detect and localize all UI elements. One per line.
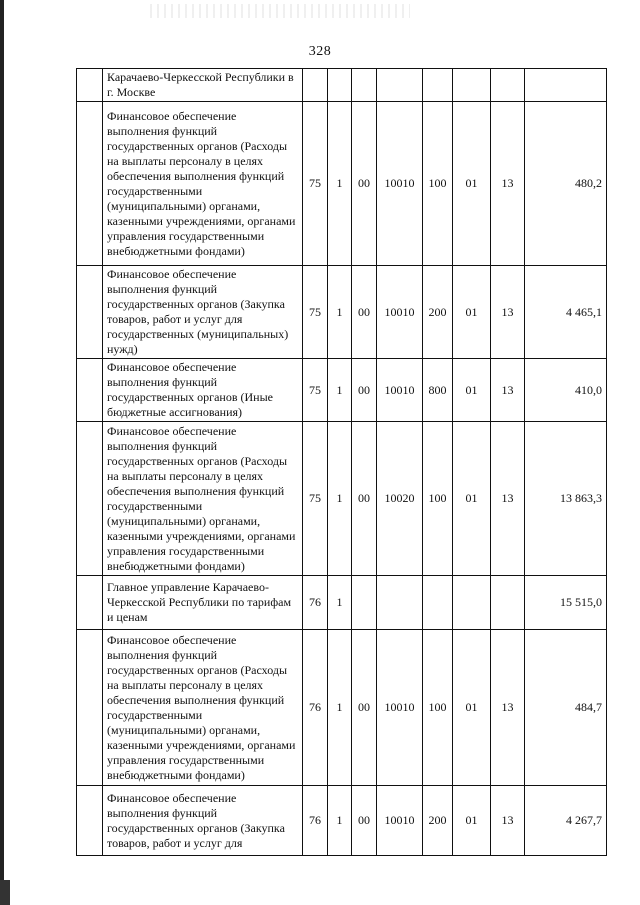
table-row <box>77 576 607 630</box>
row-subsection-code <box>352 69 377 102</box>
row-subtarget-code: 100 <box>423 630 453 786</box>
scan-edge-bottom <box>0 880 10 905</box>
row-kind-code <box>453 576 491 630</box>
row-lead-cell <box>77 102 103 266</box>
row-subsection-code: 00 <box>352 422 377 576</box>
row-target-code: 10020 <box>377 422 423 576</box>
scan-noise <box>150 4 410 18</box>
table-row <box>77 102 607 266</box>
row-subtarget-code: 100 <box>423 422 453 576</box>
row-section-code: 1 <box>328 266 352 359</box>
row-kind-code <box>453 69 491 102</box>
row-lead-cell <box>77 69 103 102</box>
row-lead-cell <box>77 786 103 856</box>
table-row <box>77 266 607 359</box>
row-name: Финансовое обеспечение выполнения функций государственных органов (Расходы на выплаты персоналу в целях обеспечения выполнения функций государственными (муниципальными) органами, казенными учреждениями, органами управления государственными внебюджетными фондами) <box>103 102 303 266</box>
row-section-code: 1 <box>328 630 352 786</box>
row-subsection-code: 00 <box>352 266 377 359</box>
row-subtarget-code: 800 <box>423 359 453 422</box>
row-item-code <box>491 576 525 630</box>
row-section-code: 1 <box>328 422 352 576</box>
row-target-code <box>377 69 423 102</box>
row-section-code: 1 <box>328 102 352 266</box>
row-name: Главное управление Карачаево-Черкесской Республики по тарифам и ценам <box>103 576 303 630</box>
row-amount: 410,0 <box>525 359 607 422</box>
row-lead-cell <box>77 266 103 359</box>
row-name: Финансовое обеспечение выполнения функций государственных органов (Расходы на выплаты персоналу в целях обеспечения выполнения функций государственными (муниципальными) органами, казенными учреждениями, органами управления государственными внебюджетными фондами) <box>103 422 303 576</box>
row-subtarget-code: 200 <box>423 786 453 856</box>
row-target-code: 10010 <box>377 630 423 786</box>
row-amount: 15 515,0 <box>525 576 607 630</box>
row-item-code: 13 <box>491 102 525 266</box>
row-amount: 484,7 <box>525 630 607 786</box>
row-target-code <box>377 576 423 630</box>
row-item-code <box>491 69 525 102</box>
row-kind-code: 01 <box>453 359 491 422</box>
row-section-code: 1 <box>328 576 352 630</box>
row-name: Финансовое обеспечение выполнения функций государственных органов (Закупка товаров, работ и услуг для государственных (муниципальных) нужд) <box>103 266 303 359</box>
table-row <box>77 422 607 576</box>
table-row <box>77 786 607 856</box>
row-ministry-code: 76 <box>303 576 328 630</box>
row-subsection-code: 00 <box>352 786 377 856</box>
row-subtarget-code: 200 <box>423 266 453 359</box>
row-name: Финансовое обеспечение выполнения функций государственных органов (Расходы на выплаты персоналу в целях обеспечения выполнения функций государственными (муниципальными) органами, казенными учреждениями, органами управления государственными внебюджетными фондами) <box>103 630 303 786</box>
row-item-code: 13 <box>491 786 525 856</box>
row-kind-code: 01 <box>453 102 491 266</box>
row-lead-cell <box>77 576 103 630</box>
row-name: Финансовое обеспечение выполнения функций государственных органов (Иные бюджетные ассигнования) <box>103 359 303 422</box>
row-amount: 4 267,7 <box>525 786 607 856</box>
row-subtarget-code <box>423 69 453 102</box>
row-subsection-code: 00 <box>352 102 377 266</box>
row-subsection-code <box>352 576 377 630</box>
row-lead-cell <box>77 422 103 576</box>
row-ministry-code: 75 <box>303 359 328 422</box>
row-item-code: 13 <box>491 266 525 359</box>
row-ministry-code: 76 <box>303 630 328 786</box>
row-item-code: 13 <box>491 359 525 422</box>
row-amount: 4 465,1 <box>525 266 607 359</box>
table-row <box>77 359 607 422</box>
row-section-code <box>328 69 352 102</box>
row-amount: 480,2 <box>525 102 607 266</box>
page-number: 328 <box>308 44 332 59</box>
row-lead-cell <box>77 630 103 786</box>
row-item-code: 13 <box>491 422 525 576</box>
row-ministry-code: 75 <box>303 422 328 576</box>
budget-table <box>76 68 607 856</box>
row-item-code: 13 <box>491 630 525 786</box>
row-section-code: 1 <box>328 359 352 422</box>
row-ministry-code: 75 <box>303 102 328 266</box>
row-ministry-code <box>303 69 328 102</box>
row-lead-cell <box>77 359 103 422</box>
row-amount <box>525 69 607 102</box>
row-kind-code: 01 <box>453 786 491 856</box>
scan-edge <box>0 0 4 905</box>
row-kind-code: 01 <box>453 422 491 576</box>
row-target-code: 10010 <box>377 102 423 266</box>
row-subtarget-code <box>423 576 453 630</box>
row-ministry-code: 76 <box>303 786 328 856</box>
row-amount: 13 863,3 <box>525 422 607 576</box>
row-name: Финансовое обеспечение выполнения функций государственных органов (Закупка товаров, работ и услуг для <box>103 786 303 856</box>
row-section-code: 1 <box>328 786 352 856</box>
row-kind-code: 01 <box>453 266 491 359</box>
row-subsection-code: 00 <box>352 630 377 786</box>
table-row <box>77 69 607 102</box>
row-target-code: 10010 <box>377 266 423 359</box>
row-target-code: 10010 <box>377 359 423 422</box>
table-row <box>77 630 607 786</box>
row-kind-code: 01 <box>453 630 491 786</box>
row-ministry-code: 75 <box>303 266 328 359</box>
row-subtarget-code: 100 <box>423 102 453 266</box>
row-subsection-code: 00 <box>352 359 377 422</box>
row-name: Карачаево-Черкесской Республики в г. Москве <box>103 69 303 102</box>
row-target-code: 10010 <box>377 786 423 856</box>
